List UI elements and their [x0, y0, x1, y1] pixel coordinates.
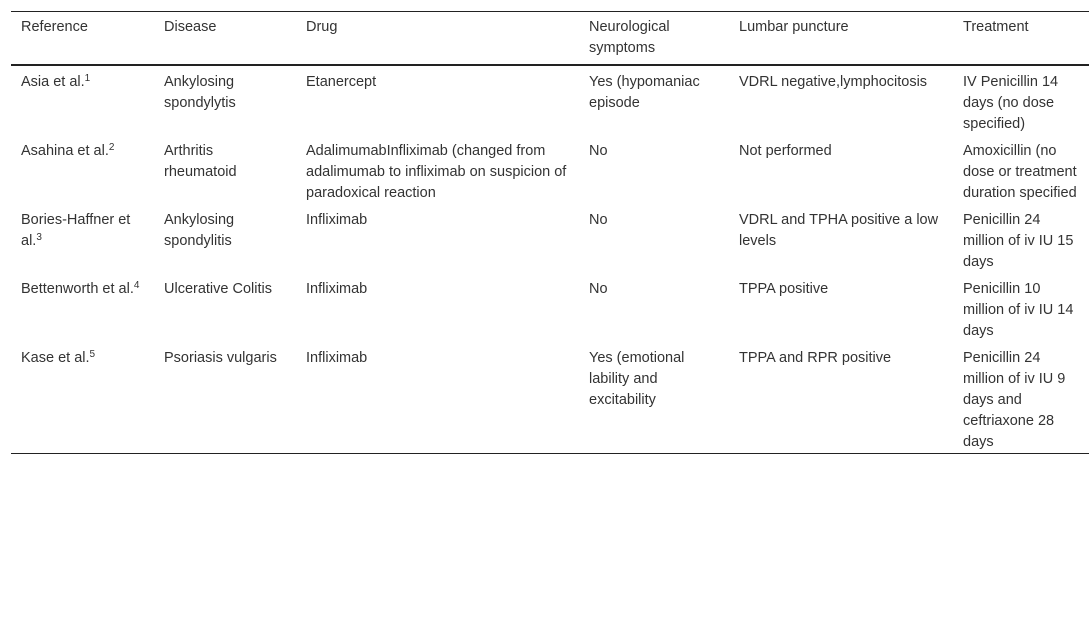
reference-citation[interactable]: 5: [89, 349, 96, 360]
cell-reference: [11, 204, 154, 273]
header-drug: Drug: [306, 19, 338, 35]
table-container: [11, 11, 1077, 454]
header-row: [11, 12, 1089, 66]
cell-reference: [11, 342, 154, 454]
reference-text: Asia et al.: [21, 74, 85, 90]
cell-reference: [11, 65, 154, 135]
cell-neurological-symptoms: Yes (emotional lability and excitability: [589, 350, 685, 408]
cell-neurological-symptoms: No: [589, 212, 608, 228]
table-row: [11, 342, 1089, 454]
cell-drug: Infliximab: [306, 212, 368, 228]
cell-neurological-symptoms: No: [589, 281, 608, 297]
cell-disease: Arthritis rheumatoid: [164, 143, 237, 180]
reference-citation[interactable]: 3: [36, 232, 42, 243]
table-row: [11, 204, 1089, 273]
reference-text: Kase et al.: [21, 350, 90, 366]
reference-citation[interactable]: 2: [108, 142, 115, 153]
reference-citation[interactable]: 4: [133, 280, 140, 291]
reference-text: Bettenworth et al.: [21, 281, 134, 297]
header-reference: Reference: [21, 19, 88, 35]
cell-drug: AdalimumabInfliximab (changed from adalimumab to infliximab on suspicion of paradoxical reaction: [306, 143, 567, 201]
case-reports-table: [11, 11, 1089, 454]
reference-text: Asahina et al.: [21, 143, 109, 159]
reference-citation[interactable]: 1: [84, 73, 91, 84]
header-neurological-symptoms: Neurological symptoms: [589, 19, 670, 56]
cell-treatment: Penicillin 10 million of iv IU 14 days: [963, 281, 1074, 339]
cell-lumbar-puncture: VDRL and TPHA positive a low levels: [739, 212, 939, 249]
cell-lumbar-puncture: VDRL negative,lymphocitosis: [739, 74, 928, 90]
cell-reference: [11, 273, 154, 342]
table-row: [11, 135, 1089, 204]
cell-treatment: IV Penicillin 14 days (no dose specified): [963, 74, 1059, 132]
header-disease: Disease: [164, 19, 217, 35]
table-row: [11, 273, 1089, 342]
cell-neurological-symptoms: No: [589, 143, 608, 159]
cell-disease: Psoriasis vulgaris: [164, 350, 277, 366]
cell-drug: Infliximab: [306, 350, 368, 366]
reference-text: Bories-Haffner et al.: [21, 212, 131, 249]
cell-drug: Etanercept: [306, 74, 377, 90]
cell-disease: Ankylosing spondylytis: [164, 74, 236, 111]
header-treatment: Treatment: [963, 19, 1029, 35]
table-row: [11, 65, 1089, 135]
cell-reference: [11, 135, 154, 204]
cell-drug: Infliximab: [306, 281, 368, 297]
cell-treatment: Penicillin 24 million of iv IU 9 days and ceftriaxone 28 days: [963, 350, 1066, 450]
table-header: [11, 12, 1089, 66]
cell-disease: Ankylosing spondylitis: [164, 212, 235, 249]
cell-treatment: Amoxicillin (no dose or treatment duration specified: [963, 143, 1077, 201]
cell-disease: Ulcerative Colitis: [164, 281, 272, 297]
cell-lumbar-puncture: Not performed: [739, 143, 832, 159]
table-body: [11, 65, 1089, 454]
cell-neurological-symptoms: Yes (hypomaniac episode: [589, 74, 700, 111]
cell-lumbar-puncture: TPPA positive: [739, 281, 829, 297]
cell-lumbar-puncture: TPPA and RPR positive: [739, 350, 892, 366]
header-lumbar-puncture: Lumbar puncture: [739, 19, 849, 35]
cell-treatment: Penicillin 24 million of iv IU 15 days: [963, 212, 1074, 270]
